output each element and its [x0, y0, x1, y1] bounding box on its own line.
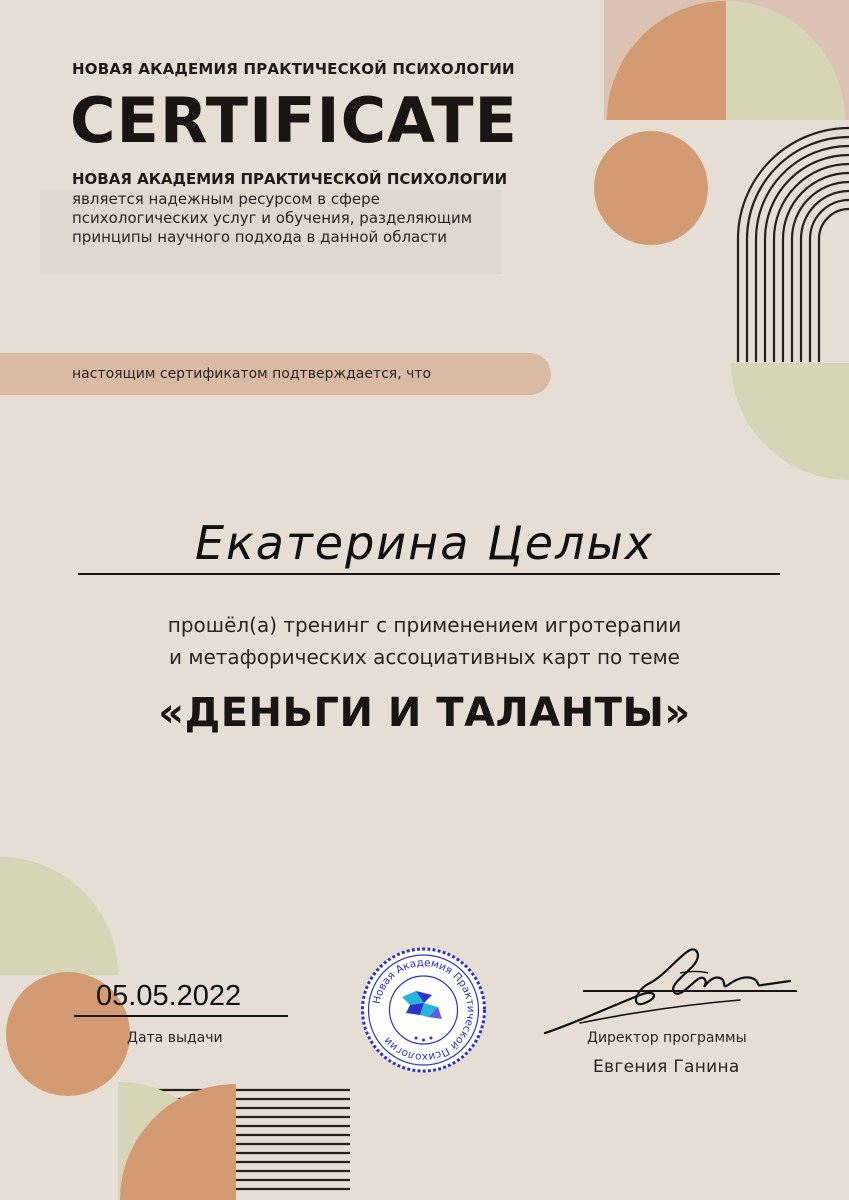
deco-sage-quarter-bottom	[0, 857, 118, 975]
deco-arch-lines	[738, 128, 849, 362]
seal-text: Новая Академия Практической Психологии	[370, 956, 477, 1064]
issue-date-label: Дата выдачи	[127, 1030, 223, 1046]
director-underline	[583, 990, 797, 992]
course-description	[0, 609, 849, 673]
course-theme: «ДЕНЬГИ И ТАЛАНТЫ»	[158, 690, 691, 736]
deco-terracotta-circle-top	[594, 131, 708, 245]
academy-seal	[356, 945, 491, 1075]
director-role: Директор программы	[587, 1030, 747, 1046]
course-line-1: прошёл(а) тренинг с применением игротерапии	[167, 613, 682, 637]
recipient-underline	[78, 573, 780, 575]
confirmation-text: настоящим сертификатом подтверждается, что	[72, 366, 432, 382]
organization-subheading: НОВАЯ АКАДЕМИЯ ПРАКТИЧЕСКОЙ ПСИХОЛОГИИ	[72, 170, 508, 188]
issue-date-underline	[74, 1015, 288, 1017]
issue-date: 05.05.2022	[96, 980, 242, 1012]
course-line-2: и метафорических ассоциативных карт по теме	[169, 645, 680, 669]
organization-description: является надежным ресурсом в сфере психологических услуг и обучения, разделяющим принципы научного подхода в данной области	[72, 190, 473, 246]
recipient-name: Екатерина Целых	[194, 516, 655, 570]
director-name: Евгения Ганина	[593, 1057, 740, 1077]
deco-sage-half-right	[731, 363, 849, 480]
certificate-title: CERTIFICATE	[70, 84, 518, 157]
organization-heading: НОВАЯ АКАДЕМИЯ ПРАКТИЧЕСКОЙ ПСИХОЛОГИИ	[72, 60, 515, 78]
